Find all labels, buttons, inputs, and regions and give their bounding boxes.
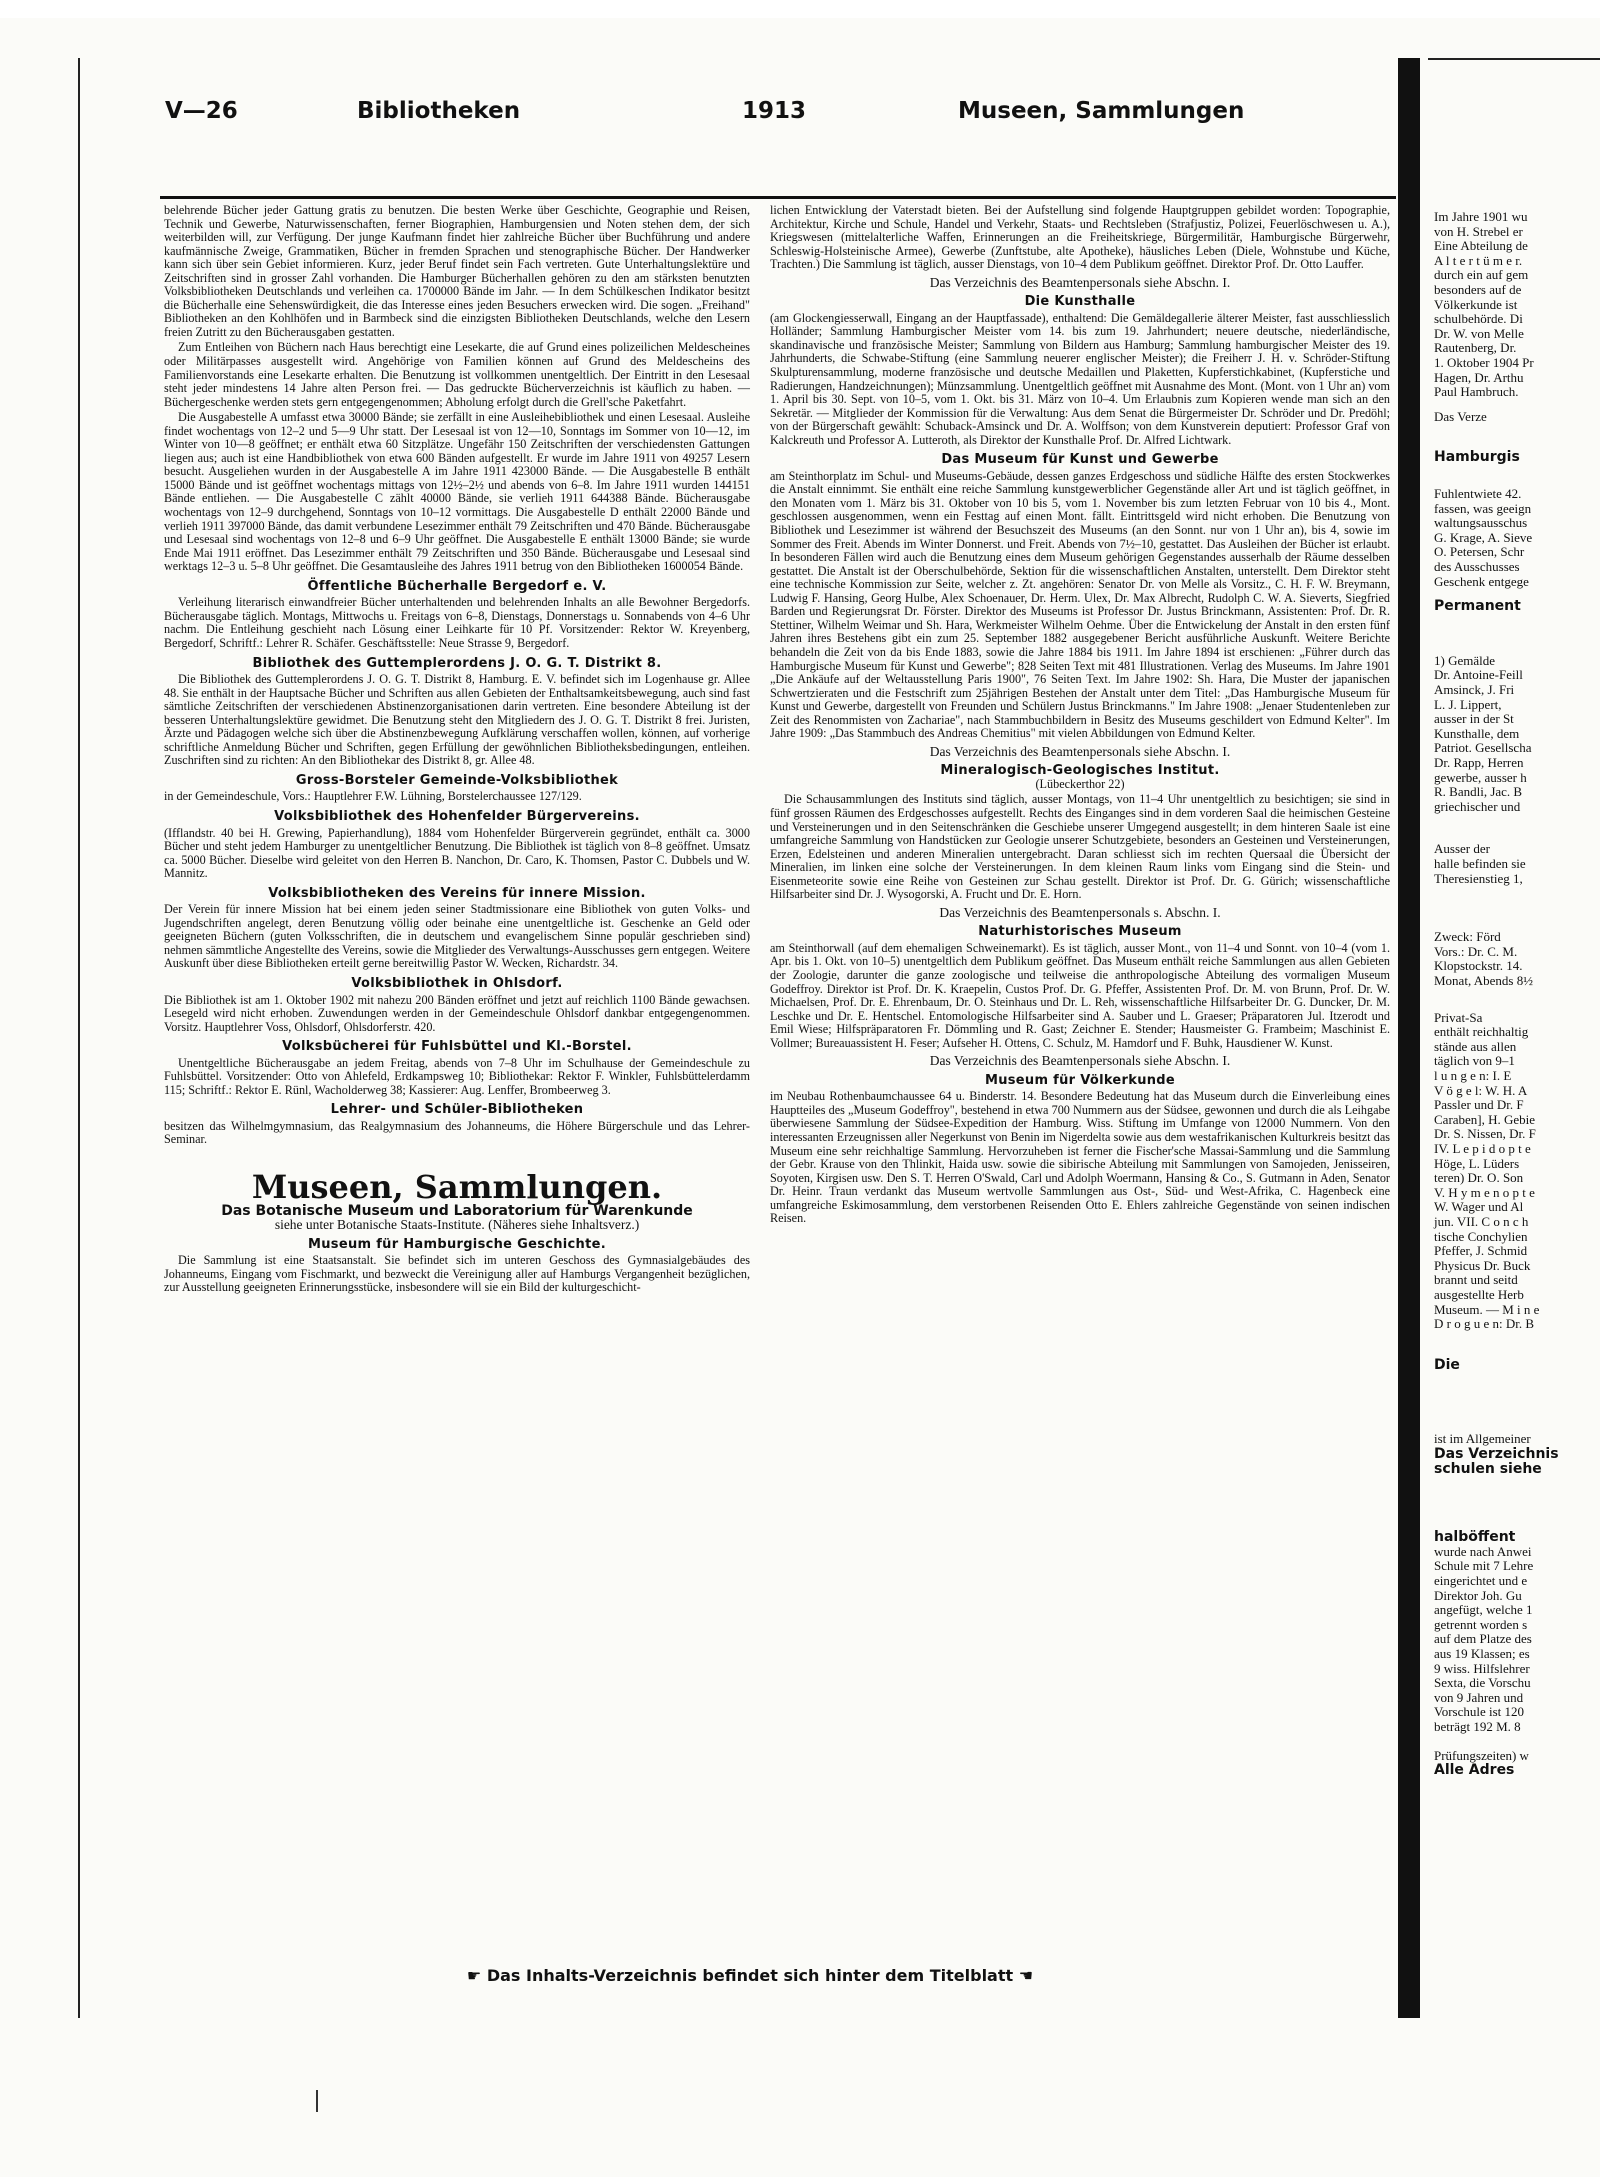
- fragment-line: A l t e r t ü m e r.: [1434, 252, 1523, 268]
- fragment-line: Sexta, die Vorschu: [1434, 1675, 1531, 1691]
- section-heading: Volksbibliothek des Hohenfelder Bürgervereins.: [274, 808, 640, 824]
- fragment-line: halle befinden sie: [1434, 856, 1526, 871]
- paragraph: Unentgeltliche Bücherausgabe an jedem Freitag, abends von 7–8 Uhr im Schulhause der Gemeindeschule zu Fuhlsbüttel. Vorsitzender: Otto von Ahlefeld, Erdkampsweg 10; Bibliothekar: Rektor F. Winkler, Fuhlsbüttelerdamm 115; Schriftf.: Rektor E. Rünl, Wacholderweg 38; Kassierer: Aug. Lenffer, Brombeerweg 3.: [164, 1055, 750, 1097]
- paragraph: am Steinthorplatz im Schul- und Museums-Gebäude, dessen ganzes Erdgeschoss und südliche Hälfte des ersten Stockwerkes die Anstalt einnimmt. Sie enthält eine reiche Sammlung kunstgewerblicher Gegenstände aller Art und ist täglich geöffnet, in den Monaten vom 1. März bis 31. Oktober von 10 bis 5, vom 1. November bis zum letzten Februar von 10 bis 4., Mont. geschlossen ausgenommen, wenn ein Festtag auf einen Mont. fällt. Eintrittsgeld wird nicht erhoben. Die Benutzung von Bibliothek und Lesezimmer ist während der Besuchszeit des Museums (an den Sonnt. nur von 1 Uhr an), bis 4, sowie im Sommer des Freit. Abends im Winter Donnerst. und Freit. Abends von 7½–10, gestattet. Das Ausleihen der Bücher ist erlaubt. In besonderen Fällen wird auch die Benutzung eines dem Museum gehörigen Gegenstandes ausserhalb der Räume desselben gestattet. Die Anstalt ist der Oberschulbehörde, Sektion für die wissenschaftlichen Anstalten, unterstellt. Dem Direktor steht eine technische Kommission zur Seite, welcher z. Zt. angehören: Senator Dr. von Melle als Vorsitz., C. H. F. W. Breymann, Ludwig F. Hansing, Georg Hulbe, Alex Schoenauer, Dr. Herm. Ulex, Dr. Max Albrecht, Rudolph C. W. A. Sieverts, Siegfried Barden und Regierungsrat Dr. Förster. Direktor des Museums ist Professor Dr. Justus Brinckmann, Assistenten: Prof. Dr. R. Stettiner, Wilhelm Weimar und Sh. Hara, Werkmeister Wilhelm Oehme. Über die Entwickelung der Anstalt in den ersten fünf Jahren ihres Bestehens gibt ein zum 25. September 1882 ausgegebener Bericht ausführliche Auskunft. Weitere Berichte behandeln die Zeit von da bis Ende 1883, sowie die Jahre 1884 bis 1911. Im Jahre 1894 ist erschienen: „Führer durch das Hamburgische Museum für Kunst und Gewerbe"; 828 Seiten Text mit 481 Illustrationen. Verlag des Museums. Im Jahre 1901 „Die Ankäufe auf der Weltausstellung Paris 1900", 76 Seiten Text. Im Jahre 1902: Sh. Hara, Die Muster der japanischen Schwertzieraten und die Festschrift zum 25jährigen Bestehen der Anstalt unter dem Titel: „Das Hamburgische Museum für Kunst und Gewerbe, dargestellt von Freunden und Schülern Justus Brinckmanns." Im Jahre 1908: „Jenaer Studentenleben zur Zeit des Renommisten von Zachariae", nach Stammbuchbildern in Besitz des Museums geschildert von Edmund Kelter". Im Jahre 1909: „Das Stammbuch des Andreas Chemitius" mit vielen Abbildungen von Edmund Kelter.: [770, 468, 1390, 741]
- fragment-line: Vorschule ist 120: [1434, 1704, 1525, 1720]
- section-title-right: Museen, Sammlungen: [958, 98, 1245, 124]
- address-line: (Lübeckerthor 22): [1035, 776, 1125, 791]
- fragment-line: Paul Hambruch.: [1434, 384, 1519, 400]
- fragment-line: Amsinck, J. Fri: [1434, 682, 1515, 697]
- fragment-line: Kunsthalle, dem: [1434, 725, 1520, 741]
- fragment-line: Geschenk entgege: [1434, 573, 1529, 589]
- paragraph: in der Gemeindeschule, Vors.: Hauptlehrer F.W. Lühning, Borstelerchaussee 127/129.: [164, 789, 582, 804]
- section-heading: Volksbücherei für Fuhlsbüttel und Kl.-Borstel.: [282, 1039, 632, 1055]
- section-heading: Das Botanische Museum und Laboratorium für Warenkunde: [221, 1202, 693, 1219]
- fragment-line: eingerichtet und e: [1434, 1573, 1528, 1588]
- fragment-line: Das Verzeichnis: [1434, 1446, 1559, 1462]
- section-heading: Museum für Hamburgische Geschichte.: [308, 1236, 606, 1252]
- fragment-line: von H. Strebel er: [1434, 223, 1523, 239]
- fragment-line: jun. VII. C o n c h: [1434, 1214, 1529, 1229]
- fragment-line: V ö g e l: W. H. A: [1434, 1082, 1528, 1098]
- fragment-line: R. Bandli, Jac. B: [1434, 784, 1523, 800]
- fragment-line: Alle Adres: [1434, 1762, 1515, 1779]
- fragment-line: Schule mit 7 Lehre: [1434, 1558, 1534, 1574]
- paragraph: besitzen das Wilhelmgymnasium, das Realgymnasium des Johanneums, die Höhere Bürgerschule und das Lehrer-Seminar.: [164, 1118, 750, 1147]
- fragment-line: aus 19 Klassen; es: [1434, 1646, 1530, 1661]
- fragment-line: brannt und seitd: [1434, 1272, 1518, 1288]
- paragraph: lichen Entwicklung der Vaterstadt bieten. Bei der Aufstellung sind folgende Hauptgruppen gebildet worden: Topographie, Architektur, Kirche und Schule, Handel und Verkehr, Staats- und Rechtsleben (Strafjustiz, Polizei, Feuerlöschwesen u. A.), Kriegswesen (mittelalterliche Waffen, Erinnerungen an die Freiheitskriege, Bürgermilitär, Hamburgische Bürgerwehr, Schleswig-Holsteinische Armee), Gewerbe (Zunftstube, alte Apotheke), häusliches Leben (Diele, Wohnstube und Küche, Trachten.) Die Sammlung ist täglich, ausser Dienstags, von 10–4 dem Publikum geöffnet. Direktor Prof. Dr. Otto Lauffer.: [770, 203, 1390, 272]
- fragment-line: Das Verze: [1434, 408, 1487, 424]
- paragraph: Die Ausgabestelle A umfasst etwa 30000 Bände; sie zerfällt in eine Ausleihebibliothek und einen Lesesaal. Ausleihe findet wochentags von 12–2 und 5—9 Uhr statt. Der Lesesaal ist von 12—10, Sonntags im Sommer von 10—12, im Winter von 10—8 geöffnet; er enthält etwa 60 Sitzplätze. Ungefähr 150 Zeitschriften der verschiedensten Gattungen liegen aus; auch ist eine Handbibliothek von etwa 600 Bänden aufgestellt. Er wurde im Jahre 1911 von 49257 Lesern besucht. Ausgeliehen wurden in der Ausgabestelle A im Jahre 1911 423000 Bände. — Die Ausgabestelle B enthält 15000 Bände und ist geöffnet wochentags mittags von 12½–2½ und abends von 6–8. Im Jahre 1911 wurden 144151 Bände entliehen. — Die Ausgabestelle C zählt 40000 Bände, sie verlieh 1911 644388 Bände. Bücherausgabe wochentags von 12–9 durchgehend, Sonntags von 10–12 vormittags. Die Ausgabestelle D enthält 22000 Bände und verlieh 1911 397000 Bände, das damit verbundene Lesezimmer enthält 79 Zeitschriften und 470 Bände. Bücherausgabe und Lesesaal sind wochentags von 12–8 und 6–9 Uhr geöffnet. Die Ausgabestelle E enthält 13000 Bände; sie wurde Ende Mai 1911 eröffnet. Das Lesezimmer enthält 79 Zeitschriften und 350 Bände. Bücherausgabe und Lesesaal sind werktags 12–3 u. 5–8 Uhr geöffnet. Die Gesamtausleihe des Jahres 1911 betrug von den Bibliotheken 1600054 Bände.: [164, 410, 750, 574]
- right-column: [770, 204, 1390, 1228]
- staff-reference: Das Verzeichnis des Beamtenpersonals siehe Abschn. I.: [929, 743, 1231, 759]
- fragment-line: Pfeffer, J. Schmid: [1434, 1243, 1528, 1259]
- fragment-line: Direktor Joh. Gu: [1434, 1587, 1522, 1603]
- fragment-line: Caraben], H. Gebie: [1434, 1111, 1536, 1127]
- fragment-line: O. Petersen, Schr: [1434, 544, 1525, 560]
- fragment-line: besonders auf de: [1434, 282, 1522, 297]
- staff-reference: Das Verzeichnis des Beamtenpersonals s. Abschn. I.: [939, 904, 1221, 920]
- fragment-line: Physicus Dr. Buck: [1434, 1257, 1531, 1273]
- fragment-line: L. J. Lippert,: [1434, 696, 1502, 712]
- section-title-left: Bibliotheken: [357, 98, 521, 124]
- section-heading: Öffentliche Bücherhalle Bergedorf e. V.: [307, 578, 607, 594]
- fragment-line: IV. L e p i d o p t e: [1434, 1141, 1531, 1156]
- footer-note: [340, 1966, 1160, 1985]
- fragment-line: Eine Abteilung de: [1434, 238, 1528, 254]
- fragment-line: getrennt worden s: [1434, 1616, 1528, 1632]
- section-heading: Volksbibliothek in Ohlsdorf.: [351, 975, 563, 991]
- fragment-line: Prüfungszeiten) w: [1434, 1747, 1529, 1763]
- pointing-hand-icon: ☛: [466, 1966, 487, 1985]
- scan-margin: [0, 0, 1600, 18]
- paragraph: Zum Entleihen von Büchern nach Haus berechtigt eine Lesekarte, die auf Grund eines polizeilichen Meldescheines oder Militärpasses ausgestellt wird. Angehörige von Familien können auf Grund des Meldescheins des Familienvorstands eine Lesekarte erhalten. Die Benutzung ist vollkommen unentgeltlich. Der Eintritt in den Lesesaal steht jeder mindestens 14 Jahre alten Person frei. — Das gedruckte Bücherverzeichnis ist käuflich zu haben. — Büchergeschenke werden stets gern entgegengenommen; Abholung erfolgt durch die Grell'sche Paketfahrt.: [164, 340, 750, 409]
- paragraph: siehe unter Botanische Staats-Institute. (Näheres siehe Inhaltsverz.): [274, 1217, 640, 1233]
- fragment-line: Klopstockstr. 14.: [1434, 958, 1523, 974]
- paragraph: Die Bibliothek ist am 1. Oktober 1902 mit nahezu 200 Bänden eröffnet und jetzt auf reichlich 1100 Bände gewachsen. Lesegeld wird nicht erhoben. Zuwendungen werden in der Gemeindeschule Ohlsdorf dankbar entgegengenommen. Vorsitz. Hauptlehrer Voss, Ohlsdorf, Ohlsdorferstr. 420.: [164, 992, 750, 1034]
- fragment-line: V. H y m e n o p t e: [1434, 1184, 1535, 1200]
- paragraph: (am Glockengiesserwall, Eingang an der Hauptfassade), enthaltend: Die Gemäldegallerie älterer Meister, fast ausschliesslich Holländer; Sammlung Hamburgischer Meister vom 14. bis zum 19. Jahrhundert; neuere deutsche, niederländische, skandinavische und französische Meister; Sammlung von Bildern aus Hamburg; Sammlung hamburgischer Meister des 19. Jahrhunderts, die Schwabe-Stiftung (eine Sammlung neuerer englischer Meister); die Freiherr J. H. v. Schröder-Stiftung Skulpturensammlung, moderne französische und deutsche Medaillen und Plaketten, Kupferstichkabinet, (Kupferstiche und Radierungen, Handzeichnungen); Münzsammlung. Unentgeltlich geöffnet mit Ausnahme des Mont. (Mont. von 1 Uhr an) vom 1. April bis 30. Sept. von 10–5, vom 1. Okt. bis 31. März von 10–4. Um Erlaubnis zum Kopieren wende man sich an den Sekretär. — Mitglieder der Kommission für die Verwaltung: Aus dem Senat die Bürgermeister Dr. Schröder und Dr. Predöhl; von der Bürgerschaft gewählt: Schuback-Amsinck und Dr. A. Wolffson; von dem Kunstverein deputiert: Professor Graf von Kalckreuth und Professor A. Lutteroth, als Direktor der Kunsthalle Prof. Dr. Alfred Lichtwark.: [770, 310, 1390, 447]
- section-heading: Bibliothek des Guttemplerordens J. O. G. T. Distrikt 8.: [252, 655, 662, 671]
- section-heading: Gross-Borsteler Gemeinde-Volksbibliothek: [295, 772, 619, 788]
- page-header: [0, 98, 1312, 132]
- fragment-line: Ausser der: [1434, 841, 1490, 857]
- header-rule: [160, 196, 1396, 199]
- paragraph: belehrende Bücher jeder Gattung gratis zu benutzen. Die besten Werke über Geschichte, Geographie und Reisen, Technik und Gewerbe, Naturwissenschaften, ferner Biographien, Hamburgensien und Noten stehen dem, der sich weiterbilden will, zur Verfügung. Der junge Kaufmann findet hier zahlreiche Bücher über Buchführung und andere kaufmännische Zweige, Grammatiken, Bücher in fremden Sprachen und stenographische Bücher. Der Handwerker kann sich über sein Gebiet informieren. Kurz, jeder Beruf findet sein Fach vertreten. Gute Unterhaltungslektüre und Zeitschriften sind in grosser Zahl vorhanden. Die Hamburger Bücherhallen gehören zu den am stärksten benutzten Volksbibliotheken Deutschlands und verleihen ca. 1700000 Bände im Jahr. — In dem Schülkeschen Indikator besitzt die Bücherhalle eine Sehenswürdigkeit, die das Interesse eines jeden Besuchers erwecken wird. Die sogen. „Freihand" Bibliotheken an den Kohlhöfen und in Barmbeck sind die einzigsten Bibliotheken Deutschlands, welche den Lesern freien Zutritt zu den Bücherausgaben gestatten.: [164, 203, 750, 339]
- page-number: V—26: [165, 98, 238, 124]
- section-heading: Die Kunsthalle: [1024, 294, 1136, 310]
- page-gutter: [1398, 58, 1420, 2018]
- staff-reference: Das Verzeichnis des Beamtenpersonals siehe Abschn. I.: [929, 274, 1231, 290]
- fragment-line: Rautenberg, Dr.: [1434, 340, 1517, 356]
- fragment-line: Monat, Abends 8½: [1434, 973, 1533, 988]
- fragment-line: Fuhlentwiete 42.: [1434, 486, 1522, 501]
- right-page-fragment: [1428, 58, 1600, 2020]
- fragment-line: teren) Dr. O. Son: [1434, 1170, 1524, 1186]
- fragment-line: Dr. S. Nissen, Dr. F: [1434, 1126, 1536, 1142]
- fragment-line: wurde nach Anwei: [1434, 1543, 1532, 1559]
- footer-text: Das Inhalts-Verzeichnis befindet sich hinter dem Titelblatt: [486, 1966, 1014, 1985]
- fragment-line: Vors.: Dr. C. M.: [1434, 943, 1518, 959]
- fragment-line: Dr. Rapp, Herren: [1434, 755, 1524, 770]
- fragment-line: Privat-Sa: [1434, 1009, 1483, 1025]
- fragment-line: gewerbe, ausser h: [1434, 769, 1527, 785]
- fragment-line: halböffent: [1434, 1529, 1516, 1546]
- chapter-title: Museen, Sammlungen.: [251, 1168, 663, 1206]
- paragraph: Die Schausammlungen des Instituts sind täglich, ausser Montags, von 11–4 Uhr unentgeltlich zu besichtigen; sie sind in fünf grossen Räumen des Erdgeschosses aufgestellt. Rechts des Einganges sind in dem vorderen Saal die heimischen Gesteine und Versteinerungen und in den Seitenschränken die Geschiebe unserer Umgegend ausgestellt; in dem hinteren Saale ist eine umfangreiche Sammlung von Handstücken zur Geologie unserer Schutzgebiete, besonders an Gesteinen und Versteinerungen, Erzen, Edelsteinen und anderen Mineralien untergebracht. Daran schliesst sich im rechten Quersaal die Übersicht der Mineralien, im linken eine solche der Versteinerungen. In dem kleinen Raum links vom Eingang sind die Stein- und Eisenmeteorite sowie eine Reihe von Gesteinen zur Schau gestellt. Direktor ist Prof. Dr. G. Gürich; wissenschaftliche Hilfsarbeiter sind Dr. J. Wysogorski, A. Frucht und Dr. E. Horn.: [770, 792, 1390, 902]
- fragment-line: W. Wager und Al: [1434, 1199, 1524, 1215]
- paragraph: Verleihung literarisch einwandfreier Bücher unterhaltenden und belehrenden Inhalts an alle Bewohner Bergedorfs. Bücherausgabe täglich. Montags, Mittwochs u. Freitags von 6–8, Dienstags, Donnerstags u. Sonnabends von 4–6 Uhr nachm. Die Entleihung geschieht nach Lösung einer Leihkarte für 10 Pf. Vorsitzender: Rektor W. Kreyenberg, Bergedorf, Schriftf.: Lehrer R. Schäfer. Geschäftsstelle: Neue Strasse 9, Bergedorf.: [164, 595, 750, 650]
- fragment-line: Permanent: [1434, 598, 1521, 615]
- section-heading: Lehrer- und Schüler-Bibliotheken: [330, 1102, 584, 1118]
- fragment-line: stände aus allen: [1434, 1038, 1517, 1054]
- fragment-line: von 9 Jahren und: [1434, 1689, 1524, 1705]
- paragraph: im Neubau Rothenbaumchaussee 64 u. Binderstr. 14. Besondere Bedeutung hat das Museum durch die Einverleibung eines Hauptteiles des „Museum Godeffroy", bestehend in etwa 700 Nummern aus der Südsee, gewonnen und durch die als Leihgabe überwiesene Sammlung der Südsee-Expedition der Hamburg. Wiss. Stiftung im Umfange von 12000 Nummern. Von den interessanten Erzeugnissen aller Negerkunst von Benin im Nigerdelta sowie aus dem westafrikanischen Kulturkreis besitzt das Museum eine sehr reichhaltige Sammlung. Hervorzuheben ist ferner die Fischer'sche Massai-Sammlung und die Sammlung der Gebr. Krause von den Thlinkit, Haida usw. sowie die sibirische Abteilung mit Sammlungen von Samojeden, Jenisseiren, Soyoten, Kirgisen usw. Den S. T. Herren O'Swald, Carl und Adolph Woermann, Hansing & Co., S. Gutmann in Aden, Senator Dr. Heinr. Traun verdankt das Museum wertvolle Sammlungen aus Ost-, Süd- und West-Afrika, C. Hagenbeck eine umfangreiche Eskimosammlung, dem verstorbenen Reisenden Otto E. Ehlers zahlreiche Gegenstände von seinen indischen Reisen.: [770, 1089, 1390, 1226]
- fragment-line: des Ausschusses: [1434, 559, 1520, 574]
- pointing-hand-icon: ☚: [1013, 1966, 1034, 1985]
- fragment-line: schulen siehe: [1434, 1460, 1542, 1477]
- fragment-line: ausgestellte Herb: [1434, 1287, 1524, 1302]
- fragment-line: waltungsausschus: [1434, 515, 1528, 531]
- fragment-line: täglich von 9–1: [1434, 1053, 1515, 1069]
- section-heading: Naturhistorisches Museum: [978, 924, 1182, 940]
- paragraph: Die Bibliothek des Guttemplerordens J. O. G. T. Distrikt 8, Hamburg. E. V. befindet sich im Logenhause gr. Allee 48. Sie enthält in der Hauptsache Bücher und Schriften aus allen Gebieten der Enthaltsamkeitsbewegung, auch sind fast sämtliche Zeitschriften der verschiedenen Abstinenzorganisationen darin vertreten. Eine besondere Abteilung ist der besseren Unterhaltungslektüre gewidmet. Die Benutzung steht den Mitgliedern des J. O. G. T. Distrikt 8 frei. Juristen, Ärzte und Pädagogen welche sich über die Abstinenzbewegung Aufklärung verschaffen wollen, können, auf vorherige schriftliche Anmeldung Bücher und Schriften, gegen Erfüllung der gewöhnlichen Bibliotheksbedingungen, entleihen. Zuschriften sind zu richten: An den Bibliothekar des Distrikt 8, gr. Allee 48.: [164, 672, 750, 768]
- fragment-line: l u n g e n: I. E: [1434, 1068, 1512, 1083]
- paragraph: Der Verein für innere Mission hat bei einem jeden seiner Stadtmissionare eine Bibliothek von guten Volks- und Jugendschriften angelegt, deren Benutzung völlig oder beinahe eine unentgeltliche ist. Geschenke an Geld oder geeigneten Büchern (guten Volksschriften, die in deutschem und evangelischem Sinne populär geschrieben sind) nehmen sämmtliche Angestellte des Vereins, sowie die Mitglieder des Verwaltungs-Ausschusses gern entgegen. Weitere Auskunft über diese Bibliotheken erteilt gerne bereitwillig Pastor W. Wecken, Richardstr. 34.: [164, 902, 750, 971]
- fragment-line: G. Krage, A. Sieve: [1434, 529, 1533, 545]
- fragment-line: fassen, was geeign: [1434, 500, 1532, 516]
- fragment-line: Im Jahre 1901 wu: [1434, 209, 1528, 224]
- staff-reference: Das Verzeichnis des Beamtenpersonals siehe Abschn. I.: [929, 1053, 1231, 1069]
- fragment-line: Dr. Antoine-Feill: [1434, 667, 1523, 683]
- fragment-line: Hamburgis: [1434, 449, 1520, 466]
- left-column: [164, 204, 750, 1297]
- fragment-line: Zweck: Förd: [1434, 929, 1501, 945]
- fragment-line: Museum. — M i n e: [1434, 1301, 1540, 1317]
- fragment-line: tische Conchylien: [1434, 1228, 1528, 1244]
- section-heading: Mineralogisch-Geologisches Institut.: [940, 763, 1220, 779]
- section-heading: Museum für Völkerkunde: [984, 1072, 1176, 1088]
- fragment-line: enthält reichhaltig: [1434, 1024, 1529, 1040]
- fragment-line: Theresienstieg 1,: [1434, 870, 1523, 886]
- section-heading: Das Museum für Kunst und Gewerbe: [941, 452, 1219, 468]
- fragment-line: angefügt, welche 1: [1434, 1602, 1533, 1618]
- paragraph: (Ifflandstr. 40 bei H. Grewing, Papierhandlung), 1884 vom Hohenfelder Bürgerverein gegründet, enthält ca. 3000 Bücher und steht jedem Hamburger zu unentgeltlicher Benutzung. Die Bibliothek ist täglich von 8–8 geöffnet. Umsatz ca. 5000 Bücher. Dieselbe wird geleitet von den Herren B. Nanchon, Dr. Caro, K. Thomsen, Pastor C. Dubbels und W. Mannitz.: [164, 825, 750, 881]
- paragraph: am Steinthorwall (auf dem ehemaligen Schweinemarkt). Es ist täglich, ausser Mont., von 11–4 und Sonnt. von 10–4 (vom 1. Apr. bis 1. Okt. von 10–5) unentgeltlich dem Publikum geöffnet. Das Museum enthält reiche Sammlungen aus allen Gebieten der Zoologie, darunter die ganze zoologische und teilweise die anthropologische Abteilung des vormaligen Museum Godeffroy. Direktor ist Prof. Dr. K. Kraepelin, Custos Prof. Dr. G. Pfeffer, Assistenten Prof. Dr. M. von Brunn, Prof. Dr. W. Michaelsen, Prof. Dr. E. Ehrenbaum, Dr. O. Steinhaus und Dr. L. Reh, wissenschaftliche Hilfsarbeiter Dr. G. Duncker, Dr. M. Leschke und Dr. E. Hentschel. Entomologische Hilfsarbeiter sind A. Sauber und L. Graeser; Präparatoren Jul. Itzerodt und Emil Wiese; Hilfspräparatoren Fr. Dömmling und R. Gast; Zeichner E. Stender; Hausmeister G. Frambeim; Maschinist E. Vollmer; Bureauassistent H. Feser; Aufseher H. Ottens, C. Schulz, M. Hamdorf und F. Buhk, Hausdiener W. Kunst.: [770, 940, 1390, 1050]
- fragment-line: Völkerkunde ist: [1434, 296, 1518, 312]
- fragment-line: durch ein auf gem: [1434, 267, 1529, 283]
- fragment-line: Die: [1434, 1356, 1460, 1373]
- fragment-line: 1) Gemälde: [1434, 652, 1496, 668]
- fragment-line: beträgt 192 M. 8: [1434, 1719, 1521, 1734]
- fragment-line: schulbehörde. Di: [1434, 311, 1523, 327]
- fragment-line: Patriot. Gesellscha: [1434, 740, 1532, 756]
- fragment-line: 9 wiss. Hilfslehrer: [1434, 1660, 1530, 1676]
- scan-mark: [316, 2090, 318, 2112]
- year: 1913: [742, 98, 807, 124]
- fragment-line: Höge, L. Lüders: [1434, 1155, 1520, 1171]
- paragraph: Die Sammlung ist eine Staatsanstalt. Sie befindet sich im unteren Geschoss des Gymnasialgebäudes des Johanneums, Eingang vom Fischmarkt, und bezweckt die Vereinigung aller auf Hamburgs Vergangenheit bezüglichen, zur Ausstellung geeigneten Erinnerungsstücke, insbesondere will sie ein Bild der kulturgeschicht-: [164, 1253, 750, 1295]
- section-heading: Volksbibliotheken des Vereins für innere Mission.: [268, 885, 646, 901]
- fragment-line: 1. Oktober 1904 Pr: [1434, 355, 1534, 370]
- fragment-line: Dr. W. von Melle: [1434, 325, 1524, 341]
- fragment-line: auf dem Platze des: [1434, 1631, 1532, 1647]
- fragment-line: Hagen, Dr. Arthu: [1434, 369, 1524, 385]
- fragment-line: Passler und Dr. F: [1434, 1097, 1524, 1113]
- fragment-line: ist im Allgemeiner: [1434, 1431, 1531, 1447]
- fragment-line: ausser in der St: [1434, 711, 1514, 727]
- fragment-line: griechischer und: [1434, 798, 1521, 814]
- fragment-line: D r o g u e n: Dr. B: [1434, 1316, 1535, 1332]
